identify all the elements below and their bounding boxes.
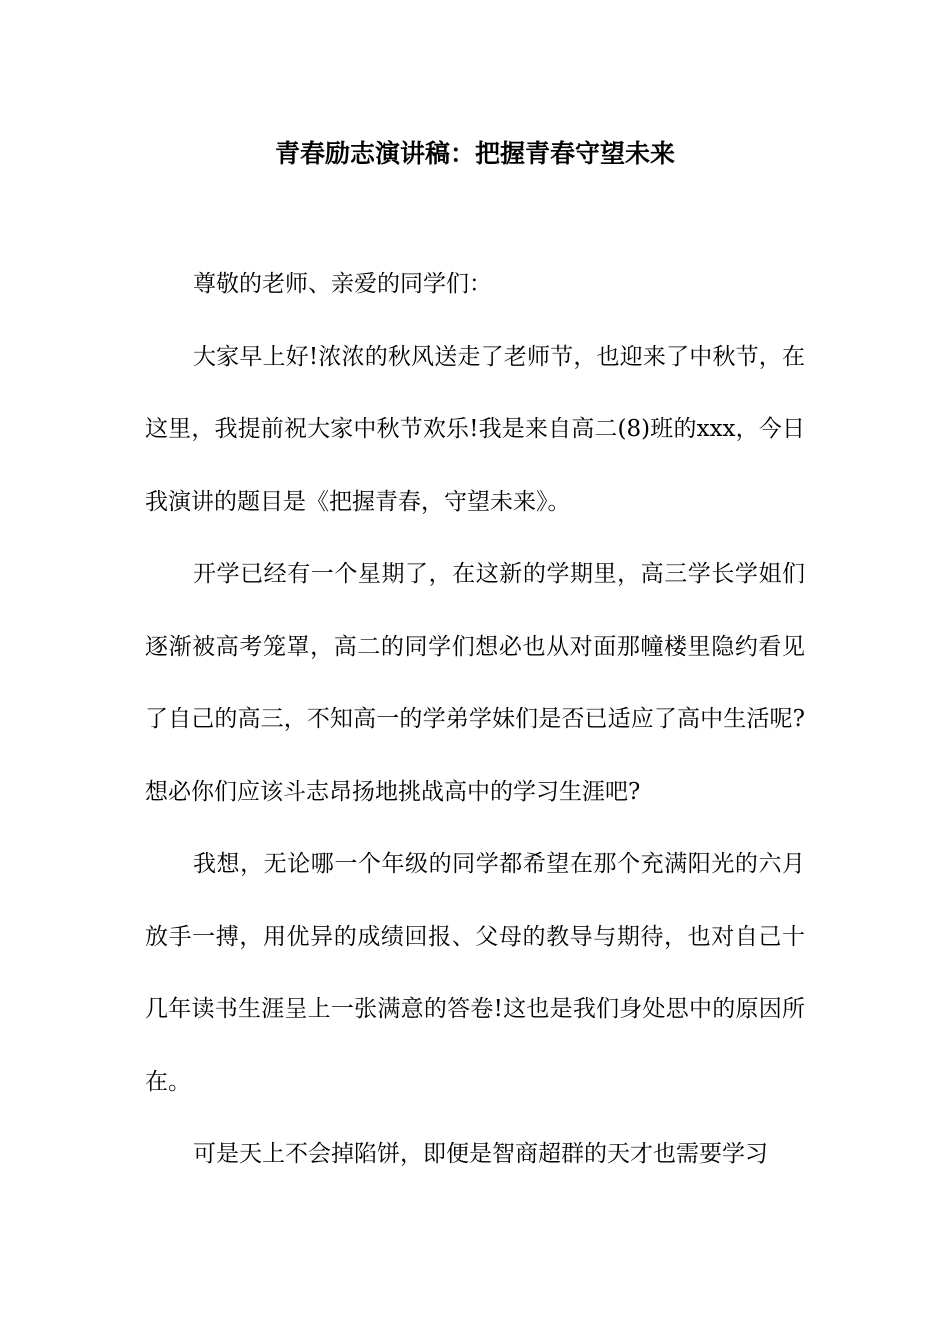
document-body — [145, 248, 805, 1191]
paragraph-new-semester: 开学已经有一个星期了，在这新的学期里，高三学长学姐们逐渐被高考笼罩，高二的同学们想必也从对面那幢楼里隐约看见了自己的高三，不知高一的学弟学妹们是否已适应了高中生活呢?想必你们应该斗志昂扬地挑战高中的学习生涯吧? — [145, 561, 805, 805]
paragraph-june-goal: 我想，无论哪一个年级的同学都希望在那个充满阳光的六月放手一搏，用优异的成绩回报、父母的教导与期待，也对自己十几年读书生涯呈上一张满意的答卷!这也是我们身处思中的原因所在。 — [145, 851, 805, 1095]
paragraph-salutation: 尊敬的老师、亲爱的同学们： — [193, 271, 492, 297]
paragraph-greeting: 大家早上好!浓浓的秋风送走了老师节，也迎来了中秋节，在这里，我提前祝大家中秋节欢乐!我是来自高二(8)班的xxx，今日我演讲的题目是《把握青春，守望未来》。 — [145, 343, 805, 515]
paragraph-study-effort: 可是天上不会掉陷饼，即便是智商超群的天才也需要学习 — [193, 1141, 768, 1167]
document-title: 青春励志演讲稿：把握青春守望未来 — [274, 139, 675, 168]
